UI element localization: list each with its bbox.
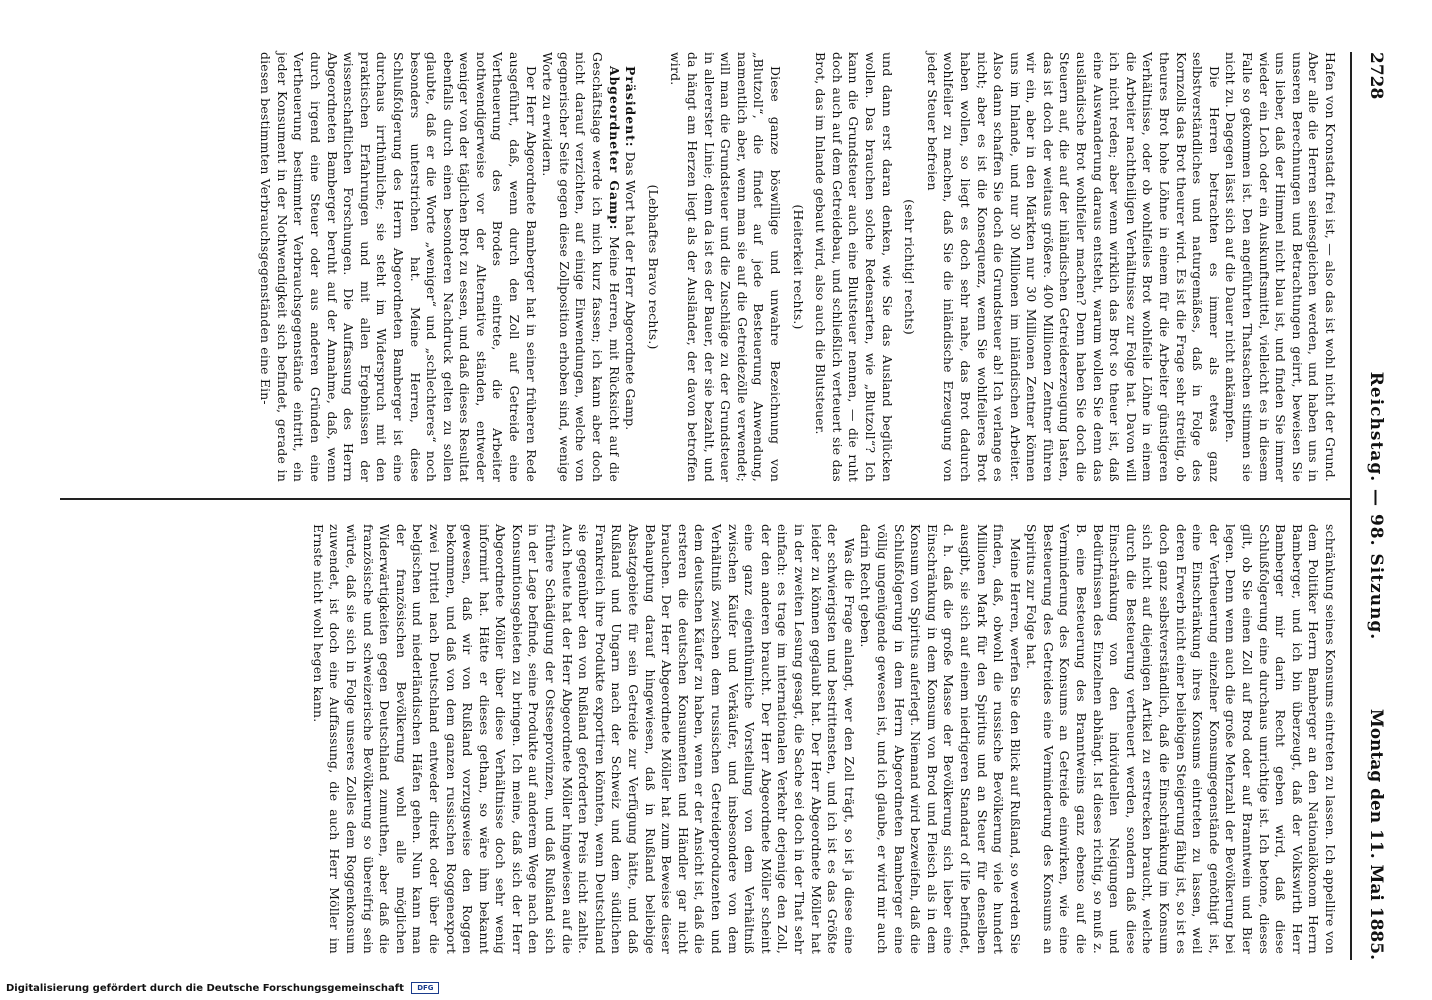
paragraph: und dann erst daran denken, wie Sie das Ausland beglücken wollen. Das brauchen solche Redensarten, wie „Blutzoll“? Ich kann die Grundsteuer auch eine Blutsteuer nennen, — die ruht doch auch auf dem Getreidebau, und schließlich verteuert sie das Brot, das im Inlande gebaut wird, also auch die Blutsteuer. [813,52,895,482]
paragraph: Meine Herren, werfen Sie den Blick auf Rußland, so werden Sie finden, daß, obwohl die russische Bevölkerung viele hundert Millionen Mark für den Spiritus und an Steuer für denselben ausgibt, sie sich auf einem niedrigeren Standard of life befindet, d. h. daß die große Masse der Bevölkerung sich lieber eine Einschränkung in dem Konsum von Brod und Fleisch als in dem Konsum von Spiritus auferlegt. Niemand wird bezweifeln, daß die Schlußfolgerung in dem Herrn Abgeordneten Bamberger eine völlig ungenügende gewesen ist, und ich glaube, er wird mir auch darin Recht geben. [858,524,1023,954]
paragraph: Diese ganze böswillige und unwahre Bezeichnung von „Blutzoll“, die findet auf jede Besteuerung Anwendung, namentlich aber, wenn man sie auf die Getreidezölle verwendet; will man die Grundsteuer und die Zuschläge zu der Grundsteuer in allererster Linie; denn da ist es der Bauer, der sie bezahlt, und da hängt am Herzen liegt als der Ausländer, der davon betroffen wird. [668,52,783,482]
interjection: (sehr richtig! rechts) [902,199,918,335]
speech-text: Das Wort hat der Herr Abgeordnete Gamp. [623,151,639,431]
paragraph: Was die Frage anlangt, wer den Zoll trägt, so ist ja diese eine der schwierigsten und bestrittensten, und ich ist es das Größte leider zu können geglaubt hat. Der Herr Abgeordnete Möller hat in der zweiten Lesung gesagt, die Sache sei doch in der That sehr einfach: es trage im internationalen Verkehr derjenige den Zoll, der den anderen braucht. Der Herr Abgeordnete Möller scheint eine ganz eigenthümliche Vorstellung von dem Verhältniß zwischen Käufer und Verkäufer, und insbesondere von dem Verhältniß zwischen dem russischen Getreideproduzenten und dem deutschen Käufer zu haben, wenn er der Ansicht ist, daß die ersteren die deutschen Konsumenten und Händler gar nicht brauchen. Der Herr Abgeordnete Möller hat zum Beweise dieser Behauptung darauf hingewiesen, daß in Rußland beliebige Absatzgebiete für sein Getreide zur Verfügung hätte, und daß Rußland und Ungarn nach der Schweiz und dem südlichen Frankreich ihre Produkte exportiren könnten, wenn Deutschland sie gegenüber den von Rußland geforderten Preis nicht zahlte. Auch heute hat der Herr Abgeordnete Möller hingewiesen auf die frühere Schädigung der Ostseeprovinzen, und daß Rußland sich in der Lage befinde, seine Produkte auf anderem Wege nach den Konsumtionsgebieten zu bringen. Ich meine, daß sich der Herr Abgeordnete Möller über diese Verhältnisse doch sehr wenig informirt hat. Hätte er dieses gethan, so wäre ihm bekannt gewesen, daß wir von Rußland vorzugsweise den Roggen bekommen, und daß von dem ganzen russischen Roggenexport zwei Drittel nach Deutschland entweder direkt oder über die belgischen und niederländischen Häfen gehen. Nun kann man der französischen Bevölkerung wohl alle möglichen Widerwärtigkeiten gegen Deutschland zumuthen, aber daß die französische und schweizerische Bevölkerung so übereifrig sein würde, daß sie sich in Folge unseres Zolles dem Roggenkonsum zuwendet, ist doch eine Auffassung, die auch Herr Möller im Ernste nicht wohl hegen kann. [310,524,857,954]
session-date: Montag den 11. Mai 1885. [1366,708,1386,960]
running-title: Reichstag. — 98. Sitzung. [1366,371,1386,641]
digitization-credit [0,982,1432,994]
header-rule [1350,52,1352,960]
left-column [257,52,1338,482]
credit-text: Digitalisierung gefördert durch die Deutsche Forschungsgemeinschaft [6,983,404,994]
dfg-logo: DFG [411,982,439,994]
speech-text: Meine Herren, mit Rücksicht auf die Geschäftslage werde ich mich kurz fassen; ich kann aber doch nicht darauf verzichten, auf einige Einwendungen, welche von gegnerischer Seite gegen diese Zollposition erhoben sind, wenige Worte zu erwidern. [540,52,622,482]
speaker-name: Abgeordneter Gamp: [606,66,622,231]
interjection: (Lebhaftes Bravo rechts.) [645,184,661,350]
paragraph: Hafen von Kronstadt frei ist, — also das ist wohl nicht der Grund. Aber alle die Herren seinesgleichen werden, und haben uns in unseren Berechnungen und Betrachtungen geirrt, beweisen Sie uns lieber, daß der Himmel nicht blau ist, und finden Sie immer wieder ein Loch oder ein Auskunftsmittel, vielleicht es in diesem Falle so gekommen ist. Den angeführten Thatsachen stimmen sie nicht zu. Dagegen lässt sich auf die Dauer nicht ankämpfen. [1223,52,1338,482]
column-divider [60,498,1352,500]
speaker-paragraph [539,52,622,482]
page-number: 2728 [1366,52,1386,100]
paragraph: Die Herren betrachten es immer als etwas ganz selbstverständliches und naturgemäßes, daß in Folge des Kornzolls das Brot theurer wird. Es ist die Frage sehr streitig, ob theures Brot hohe Löhne in einem für die Arbeiter günstigeren Verhältnisse, oder ob wohlfeiles Brot wohlfeile Löhne in einem die Arbeiter nachtheiligen Verhältnisse zur Folge hat. Davon will ich nicht reden; aber wenn wirklich das Brot so theuer ist, daß eine Auswanderung daraus entsteht, warum wollen Sie denn das ausländische Brot wohlfeiler machen? Denn haben Sie doch die Steuern auf, die auf der inländischen Getreideerzeugung lasten, das ist doch der weitaus größere. 400 Millionen Zentner führen wir ein, aber in den Märkten nur 30 Millionen Zentner können uns im Inlande, und nur 30 Millionen im inländischen Arbeiter. Also dann schaffen Sie doch die Grundsteuer ab! Ich verlange es nicht; aber es ist die Konsequenz, wenn Sie wohlfeileres Brot haben wollen, so liegt es doch sehr nahe, das Brot dadurch wohlfeiler zu machen, daß Sie die inländische Erzeugung von jeder Steuer befreien [924,52,1222,482]
right-column [309,524,1338,954]
page-header [1358,52,1392,960]
speaker-paragraph [622,52,639,482]
speaker-name: Präsident: [623,66,639,148]
paragraph: Der Herr Abgeordnete Bamberger hat in seiner früheren Rede ausgeführt, daß, wenn durch den Zoll auf Getreide eine Vertheuerung des Brodes eintrete, die Arbeiter nothwendigerweise vor der Alternative ständen, entweder weniger von der täglichen Brot zu essen, und daß dieses Resultat ebenfalls durch einen besonderen Nachdruck gelten zu sollen glaubte, daß er die Worte „weniger“ und „schlechteres“ noch besonders unterstrichen hat. Meine Herren, diese Schlußfolgerung des Herrn Abgeordneten Bamberger ist eine durchaus irrthümliche; sie steht im Widerspruch mit den praktischen Erfahrungen und mit allen Ergebnissen der wissenschaftlichen Forschungen. Die Auffassung des Herrn Abgeordneten Bamberger beruht auf der Annahme, daß, wenn durch irgend eine Steuer oder aus anderen Gründen eine Vertheuerung bestimmter Verbrauchsgegenstände eintritt, ein jeder Konsument in der Nothwendigkeit sich befindet, gerade in diesen bestimmten Verbrauchsgegenständen eine Ein- [258,52,539,482]
interjection: (Heiterkeit rechts.) [790,204,806,330]
paragraph: schränkung seines Konsums eintreten zu lassen. Ich appellire von dem Politiker Herrn Bamberger an den Nationalökonom Herrn Bamberger, und ich bin überzeugt, daß der Volkswirth Herr Bamberger mir darin Recht geben wird, daß diese Schlußfolgerung eine durchaus unrichtige ist. Ich betone, dieses gilt, ob Sie einen Zoll auf Brod oder auf Branntwein und Bier legen. Denn wenn auch die große Mehrzahl der Bevölkerung bei der Vertheuerung einzelner Konsumgegenstände genöthigt ist, eine Einschränkung ihres Konsums eintreten zu lassen, weil deren Erwerb nicht einer beliebigen Steigerung fähig ist, so ist es doch ganz selbstverständlich, daß die Einschränkung im Konsum sich nicht auf diejenigen Artikel zu erstrecken braucht, welche durch die Besteuerung vertheuert werden, sondern daß diese Einschränkung von den individuellen Neigungen und Bedürfnissen des Einzelnen abhängt. Ist dieses richtig, so muß z. B. eine Besteuerung des Branntweins ganz ebenso auf die Verminderung des Konsums an Getreide einwirken, wie eine Besteuerung des Getreides eine Verminderung des Konsums an Spiritus zur Folge hat. [1024,524,1338,954]
